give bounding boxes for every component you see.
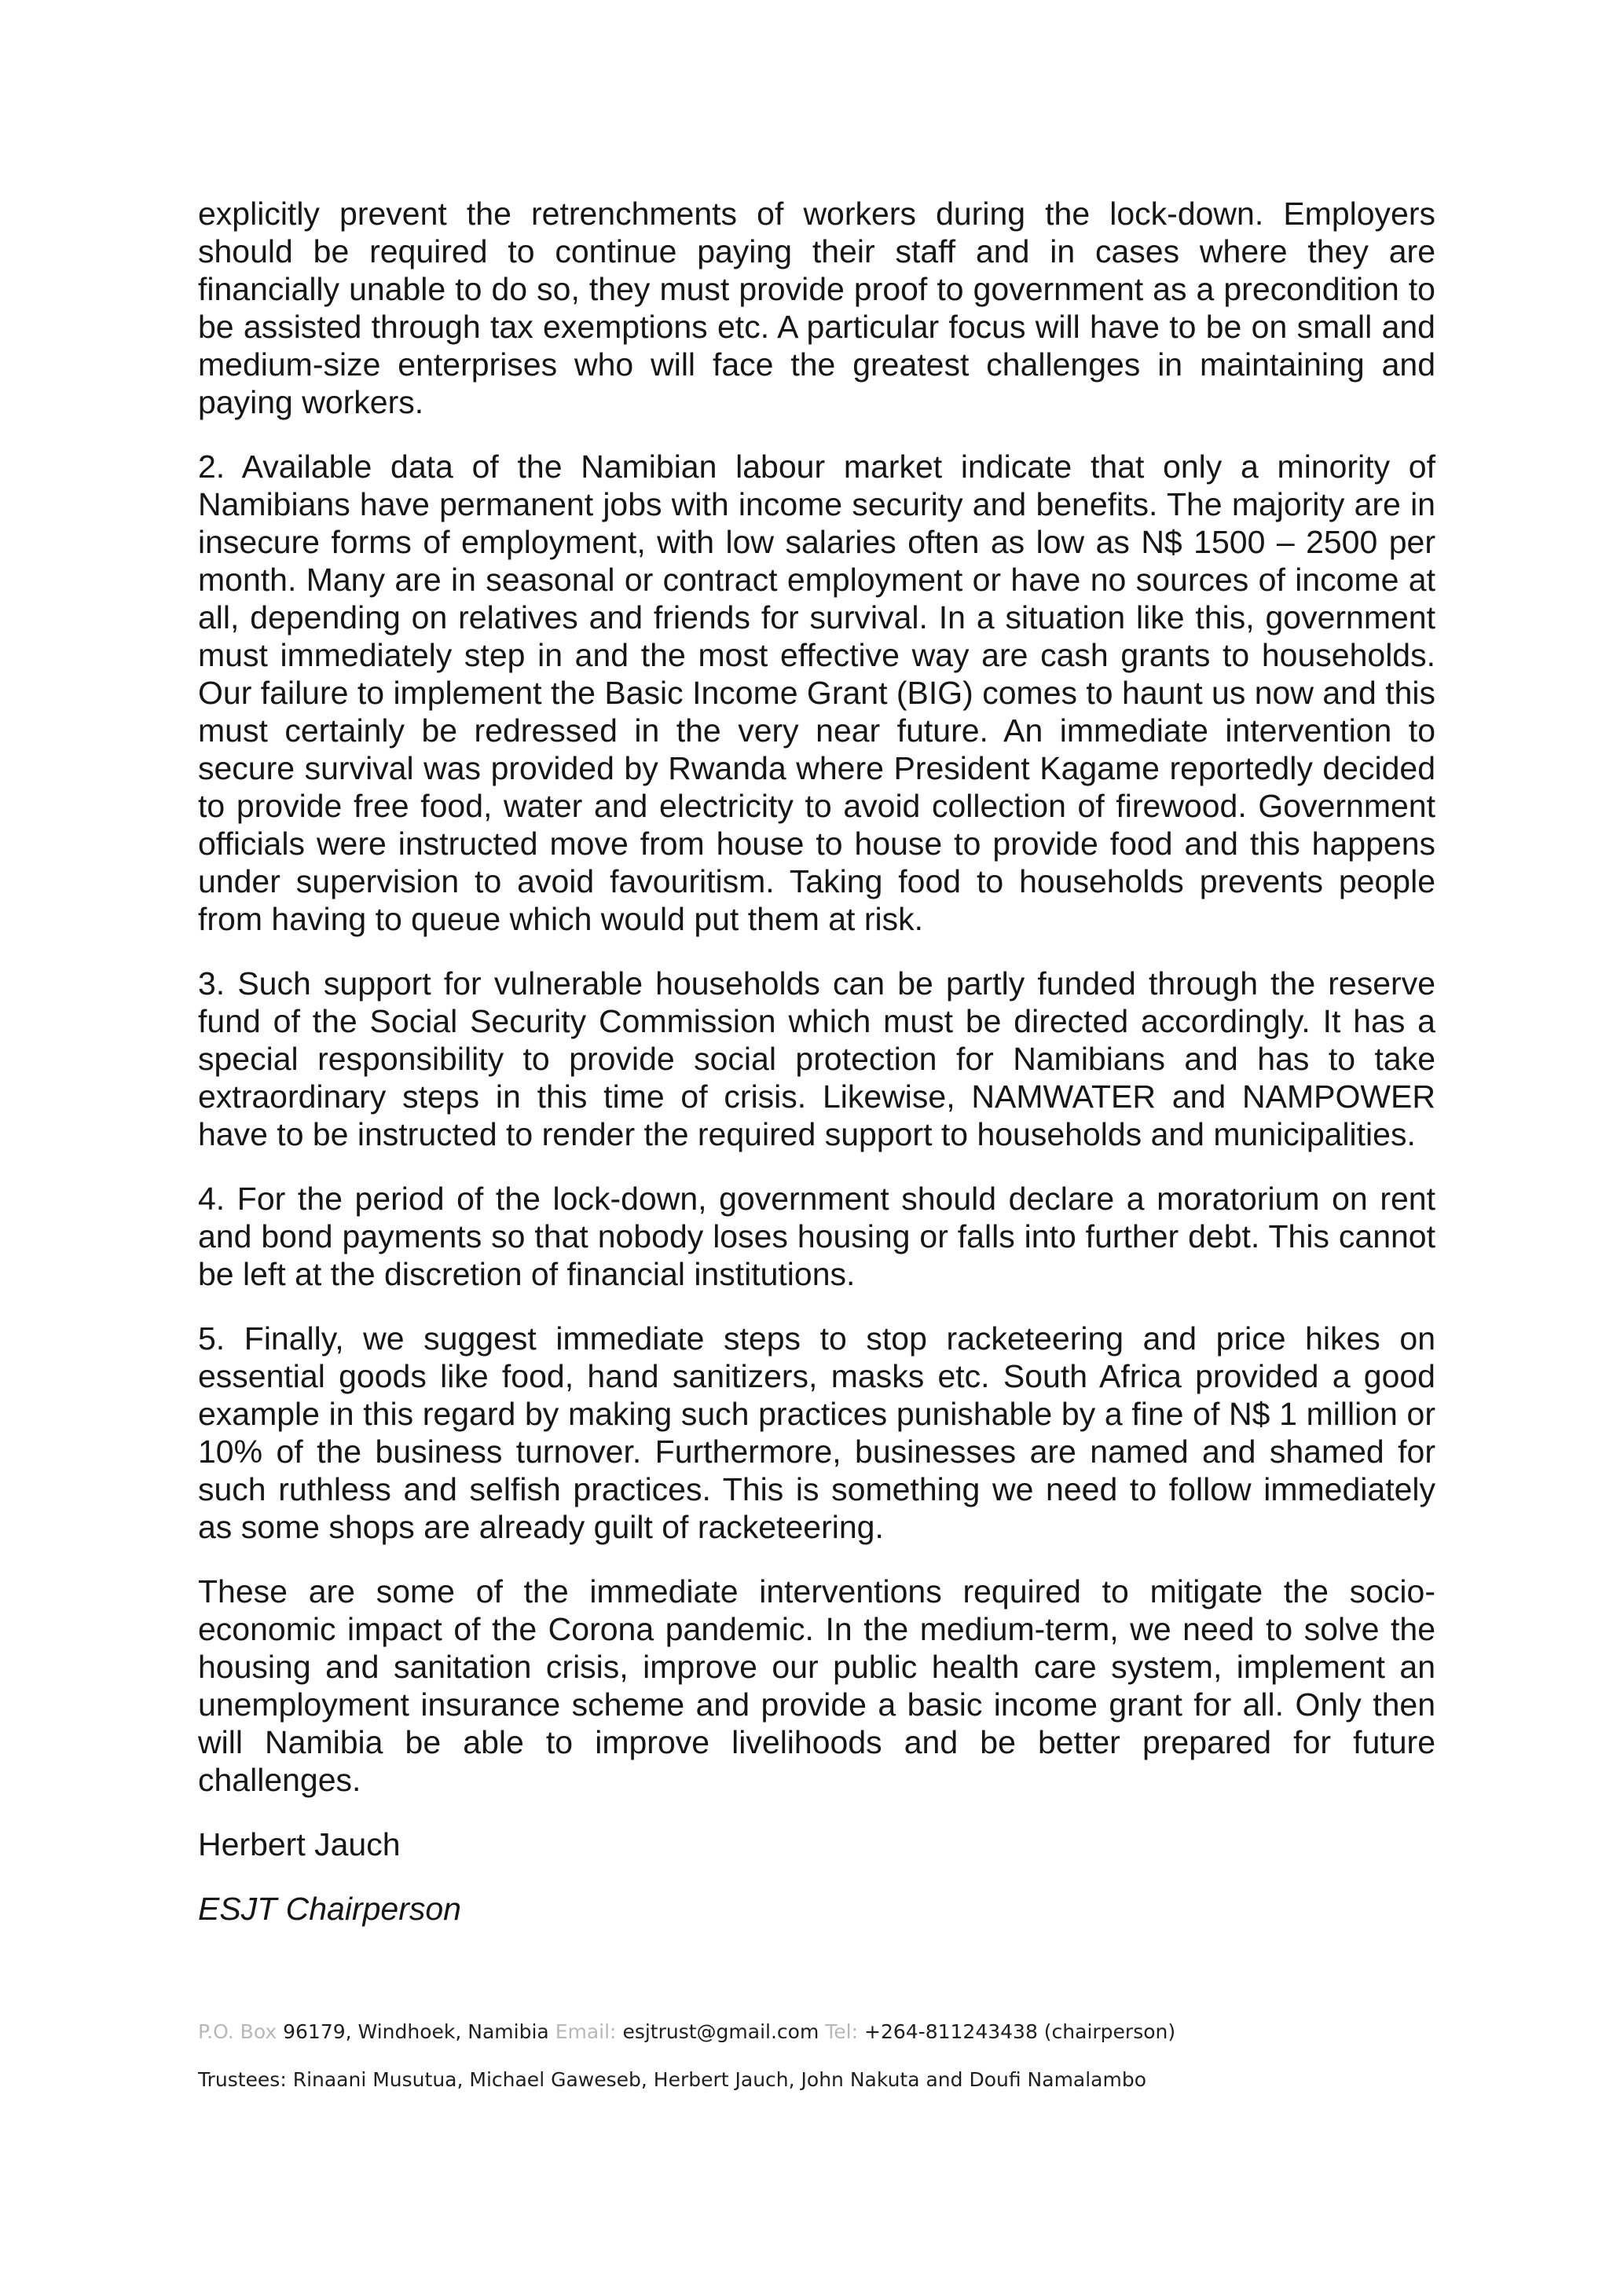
paragraph-point-2: 2. Available data of the Namibian labour market indicate that only a minority of Namibians have permanent jobs with income security and benefits. The majority are in insecure forms of employment, with low salaries often as low as N$ 1500 – 2500 per month. Many are in seasonal or contract employment or have no sources of income at all, depending on relatives and friends for survival. In a situation like this, government must immediately step in and the most effective way are cash grants to households. Our failure to implement the Basic Income Grant (BIG) comes to haunt us now and this must certainly be redressed in the very near future. An immediate intervention to secure survival was provided by Rwanda where President Kagame reportedly decided to provide free food, water and electricity to avoid collection of firewood. Government officials were instructed move from house to house to provide food and this happens under supervision to avoid favouritism. Taking food to households prevents people from having to queue which would put them at risk. (198, 449, 1435, 937)
paragraph-continuation: explicitly prevent the retrenchments of workers during the lock-down. Employers should be required to continue paying their staff and in cases where they are financially unable to do so, they must provide proof to government as a precondition to be assisted through tax exemptions etc. A particular focus will have to be on small and medium-size enterprises who will face the greatest challenges in maintaining and paying workers. (198, 196, 1435, 420)
letterhead-footer (198, 2020, 1455, 2091)
signatory-role: ESJT Chairperson (198, 1891, 461, 1927)
tel-label: Tel: (825, 2020, 859, 2043)
po-box-label: P.O. Box (198, 2020, 277, 2043)
trustees-line: Trustees: Rinaani Musutua, Michael Gaweseb, Herbert Jauch, John Nakuta and Doufi Namalambo (198, 2068, 1147, 2091)
paragraph-point-5: 5. Finally, we suggest immediate steps to stop racketeering and price hikes on essential goods like food, hand sanitizers, masks etc. South Africa provided a good example in this regard by making such practices punishable by a fine of N$ 1 million or 10% of the business turnover. Furthermore, businesses are named and shamed for such ruthless and selfish practices. This is something we need to follow immediately as some shops are already guilt of racketeering. (198, 1320, 1435, 1545)
paragraph-conclusion: These are some of the immediate interventions required to mitigate the socio-economic impact of the Corona pandemic. In the medium-term, we need to solve the housing and sanitation crisis, improve our public health care system, implement an unemployment insurance scheme and provide a basic income grant for all. Only then will Namibia be able to improve livelihoods and be better prepared for future challenges. (198, 1573, 1435, 1798)
tel-value: +264-811243438 (chairperson) (864, 2020, 1176, 2043)
email-label: Email: (555, 2020, 617, 2043)
letter-body (198, 195, 1435, 1928)
contact-line (198, 2020, 1455, 2043)
paragraph-point-4: 4. For the period of the lock-down, government should declare a moratorium on rent and bond payments so that nobody loses housing or falls into further debt. This cannot be left at the discretion of financial institutions. (198, 1181, 1435, 1292)
po-box-value: 96179, Windhoek, Namibia (283, 2020, 549, 2043)
paragraph-point-3: 3. Such support for vulnerable households can be partly funded through the reserve fund of the Social Security Commission which must be directed accordingly. It has a special responsibility to provide social protection for Namibians and has to take extraordinary steps in this time of crisis. Likewise, NAMWATER and NAMPOWER have to be instructed to render the required support to households and municipalities. (198, 965, 1435, 1152)
email-value: esjtrust@gmail.com (622, 2020, 819, 2043)
signatory-name: Herbert Jauch (198, 1826, 401, 1862)
